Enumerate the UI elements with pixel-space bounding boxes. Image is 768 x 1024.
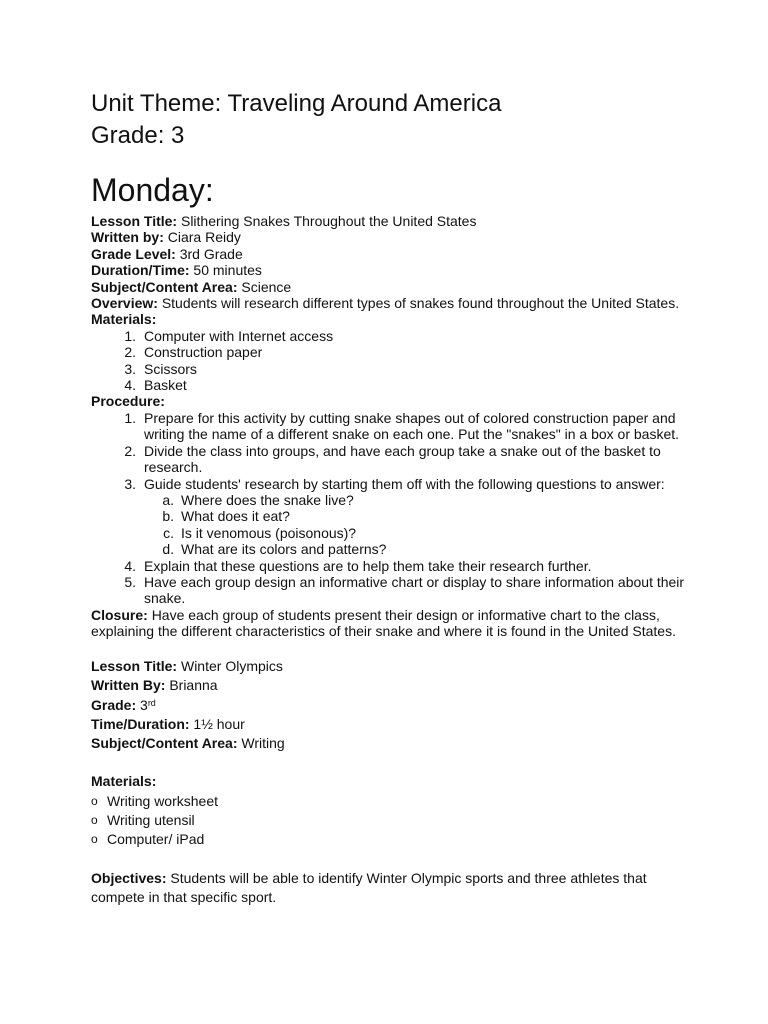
objectives-line: [91, 869, 691, 908]
field-label: Written by:: [91, 229, 164, 246]
objectives: Students will be able to identify Winter Olympic sports and three athletes that compete in that specific sport.: [91, 869, 647, 905]
lesson-title: Slithering Snakes Throughout the United States: [180, 213, 477, 229]
list-number: 2.: [124, 344, 136, 361]
day-heading: Monday:: [91, 172, 214, 208]
list-item: [91, 792, 691, 811]
field-label: Closure:: [91, 606, 148, 623]
list-text: Basket: [144, 377, 187, 394]
subject-line: [91, 734, 691, 753]
list-text: Explain that these questions are to help them take their research further.: [144, 557, 592, 574]
list-number: 4.: [124, 377, 136, 394]
list-number: 5.: [124, 573, 136, 590]
materials-heading: [91, 311, 691, 327]
field-label: Grade Level:: [91, 245, 176, 262]
list-item: [91, 476, 691, 492]
written-by-line: [91, 676, 691, 695]
list-text: Prepare for this activity by cutting snake shapes out of colored construction paper and writing the name of a different snake on each one. Put the "snakes" in a box or basket.: [144, 409, 680, 443]
list-letter: c.: [163, 524, 174, 541]
list-text: Computer/ iPad: [107, 831, 205, 848]
field-label: Procedure:: [91, 393, 165, 410]
duration: 50 minutes: [193, 262, 262, 279]
sub-list-item: [91, 541, 691, 557]
lesson-title: Winter Olympics: [180, 658, 283, 674]
list-item: [91, 377, 691, 393]
author: Ciara Reidy: [167, 229, 241, 246]
closure: Have each group of students present their design or informative chart to the class, explaining the different characteristics of their snake and where it is found in the United States.: [91, 606, 676, 640]
list-number: 1.: [124, 409, 136, 426]
field-label: Objectives:: [91, 869, 167, 886]
lesson-2: [91, 657, 691, 907]
list-item: [91, 410, 691, 443]
unit-theme-heading: Unit Theme: Traveling Around America: [91, 90, 502, 117]
grade-line: [91, 696, 691, 715]
spacer: [91, 850, 691, 869]
lesson-1: [91, 213, 691, 640]
list-text: Is it venomous (poisonous)?: [181, 524, 357, 541]
field-label: Lesson Title:: [91, 213, 178, 229]
field-label: Duration/Time:: [91, 262, 190, 279]
grade: 3: [140, 696, 148, 713]
subject: Science: [241, 278, 292, 295]
procedure-heading: [91, 393, 691, 409]
lesson-title-line: [91, 657, 691, 676]
sub-list-item: [91, 525, 691, 541]
bullet-icon: o: [91, 793, 98, 808]
bullet-icon: o: [91, 813, 98, 828]
list-number: 1.: [124, 327, 136, 344]
lesson-title-line: [91, 213, 691, 229]
list-letter: a.: [162, 491, 174, 508]
spacer: [91, 753, 691, 772]
list-item: [91, 558, 691, 574]
list-item: [91, 328, 691, 344]
list-letter: b.: [162, 508, 174, 525]
field-label: Grade:: [91, 696, 137, 713]
list-item: [91, 344, 691, 360]
materials-heading: [91, 772, 691, 791]
list-number: 3.: [124, 475, 136, 492]
closure-line: [91, 607, 691, 640]
list-number: 3.: [124, 360, 136, 377]
field-label: Overview:: [91, 295, 158, 312]
duration: 1½ hour: [193, 715, 245, 732]
list-item: [91, 361, 691, 377]
grade-superscript: rd: [147, 697, 156, 708]
list-item: [91, 811, 691, 830]
list-text: Guide students' research by starting them off with the following questions to answer:: [144, 475, 665, 492]
overview-line: [91, 295, 691, 311]
list-text: Have each group design an informative chart or display to share information about their snake.: [144, 573, 685, 607]
field-label: Materials:: [91, 773, 157, 790]
grade-level: 3rd Grade: [179, 245, 243, 262]
sub-list-item: [91, 508, 691, 524]
list-text: Scissors: [144, 360, 197, 377]
list-number: 2.: [124, 442, 136, 459]
list-text: Divide the class into groups, and have each group take a snake out of the basket to research.: [144, 442, 661, 476]
field-label: Written By:: [91, 677, 166, 694]
list-number: 4.: [124, 557, 136, 574]
overview: Students will research different types of snakes found throughout the United States.: [161, 295, 680, 312]
grade-level-line: [91, 246, 691, 262]
procedure-list: [91, 410, 691, 607]
subject: Writing: [241, 735, 285, 752]
field-label: Materials:: [91, 311, 157, 328]
written-by-line: [91, 229, 691, 245]
field-label: Time/Duration:: [91, 715, 190, 732]
field-label: Subject/Content Area:: [91, 735, 238, 752]
subject-line: [91, 279, 691, 295]
bullet-icon: o: [91, 832, 98, 847]
list-text: Writing utensil: [107, 812, 195, 829]
list-letter: d.: [162, 541, 174, 558]
sub-list-item: [91, 492, 691, 508]
list-item: [91, 443, 691, 476]
grade-heading: Grade: 3: [91, 122, 185, 149]
duration-line: [91, 715, 691, 734]
list-text: What are its colors and patterns?: [181, 541, 387, 558]
list-item: [91, 830, 691, 849]
list-text: Where does the snake live?: [181, 491, 354, 508]
author: Brianna: [169, 677, 218, 694]
list-text: Computer with Internet access: [144, 327, 334, 344]
field-label: Subject/Content Area:: [91, 278, 238, 295]
list-text: What does it eat?: [181, 508, 290, 525]
list-text: Writing worksheet: [107, 792, 219, 809]
materials-list: [91, 328, 691, 394]
field-label: Lesson Title:: [91, 658, 178, 674]
duration-line: [91, 262, 691, 278]
list-text: Construction paper: [144, 344, 263, 361]
list-item: [91, 574, 691, 607]
